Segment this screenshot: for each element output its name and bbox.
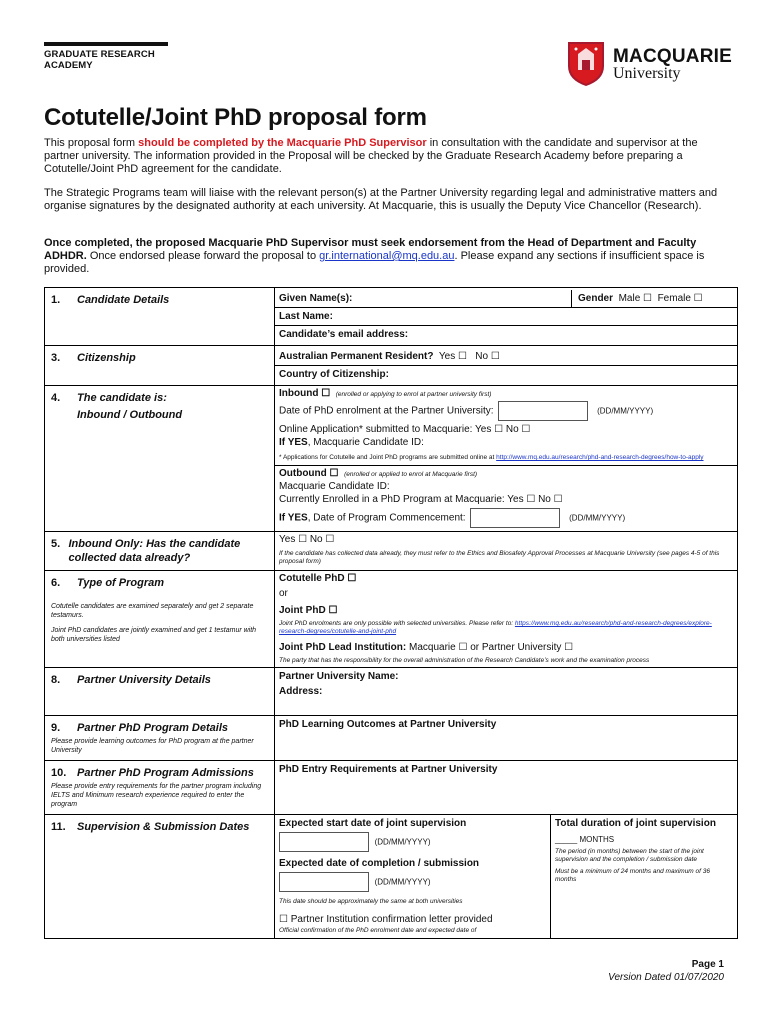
online-application-checkboxes[interactable]: Online Application* submitted to Macquarie: Yes ☐ No ☐ bbox=[279, 424, 531, 435]
section-candidate-details: 1. Candidate Details Given Name(s): Gender Male ☐ Female ☐ Last Name: Candidate’s email address: bbox=[45, 288, 738, 346]
outbound-block: Outbound ☐ (enrolled or applied to enrol at Macquarie first) Macquarie Candidate ID: Currently Enrolled in a PhD Program at Macquarie: Yes ☐ No ☐ If YES, Date of Program Commencement: (DD/MM/YYYY) bbox=[279, 466, 733, 531]
partner-address-field[interactable]: Address: bbox=[279, 686, 323, 697]
academy-name bbox=[44, 49, 155, 71]
inbound-block: Inbound ☐ (enrolled or applying to enrol at partner university first) Date of PhD enrolment at the Partner University: (DD/MM/YYYY) Online Application* submitted to Macquarie: Yes ☐ No ☐ If YES, Macquarie Candidate ID: * Applications for Cotutelle and Joint PhD programs are submitted online at http://www.mq.edu.au/research/phd-and-research-degrees/how-to-apply bbox=[275, 386, 737, 466]
joint-phd-checkbox[interactable]: Joint PhD ☐ bbox=[279, 605, 338, 616]
intro-paragraph-3: Once completed, the proposed Macquarie PhD Supervisor must seek endorsement from the Head of Department and Faculty ADHDR. Once endorsed please forward the proposal to gr.international@mq.edu.au. Please expand any sections if insufficient space is provided. bbox=[44, 237, 705, 275]
academy-line-2: ACADEMY bbox=[44, 60, 93, 71]
section-title: Partner PhD Program Details bbox=[77, 722, 228, 734]
intro-paragraph-1: This proposal form should be completed by the Macquarie PhD Supervisor in consultation with the candidate and supervisor at the partner university. The information provided in the Proposal will be checked by the Graduate Research Academy before preparing a Cotutelle/Joint PhD agreement for the candidate. bbox=[44, 137, 698, 175]
male-checkbox[interactable]: Male ☐ bbox=[618, 293, 652, 304]
inbound-candidate-id-field[interactable]: , Macquarie Candidate ID: bbox=[307, 437, 424, 448]
how-to-apply-link[interactable]: http://www.mq.edu.au/research/phd-and-research-degrees/how-to-apply bbox=[496, 454, 704, 461]
section-title: Partner PhD Program Admissions bbox=[77, 767, 254, 779]
version-date: Version Dated 01/07/2020 bbox=[608, 972, 724, 983]
section-title: Citizenship bbox=[77, 352, 136, 364]
crest-icon bbox=[566, 40, 606, 88]
header-rule bbox=[44, 42, 168, 46]
country-field[interactable]: Country of Citizenship: bbox=[279, 369, 389, 380]
section-title: Partner University Details bbox=[77, 674, 211, 686]
start-date-input[interactable] bbox=[279, 832, 369, 852]
logo-wordmark: MACQUARIE bbox=[613, 46, 732, 67]
section-partner-university: 8. Partner University Details Partner University Name: Address: bbox=[45, 668, 738, 716]
academy-line-1: GRADUATE RESEARCH bbox=[44, 49, 155, 60]
partner-name-field[interactable]: Partner University Name: bbox=[279, 671, 399, 682]
enrolled-checkboxes[interactable]: Currently Enrolled in a PhD Program at Macquarie: Yes ☐ No ☐ bbox=[279, 494, 563, 505]
enrolment-date-input[interactable] bbox=[498, 401, 588, 421]
joint-phd-link[interactable]: https://www.mq.edu.au/research/phd-and-research-degrees/explore-research-degrees/cotutelle-and-joint-phd bbox=[279, 620, 712, 635]
proposal-form-table bbox=[44, 287, 738, 939]
section-title: Inbound Only: Has the candidate collected data already? bbox=[68, 538, 241, 564]
last-name-field[interactable]: Last Name: bbox=[275, 308, 737, 326]
outbound-checkbox[interactable]: Outbound ☐ bbox=[279, 468, 339, 479]
page-footer bbox=[608, 958, 724, 984]
entry-requirements-field[interactable]: PhD Entry Requirements at Partner University bbox=[279, 764, 498, 775]
apr-no-checkbox[interactable]: No ☐ bbox=[475, 351, 500, 362]
inbound-checkbox[interactable]: Inbound ☐ bbox=[279, 388, 331, 399]
supervisor-emphasis: should be completed by the Macquarie PhD Supervisor bbox=[138, 137, 427, 149]
lead-institution-checkboxes[interactable]: Macquarie ☐ or Partner University ☐ bbox=[406, 642, 574, 653]
data-collected-checkboxes[interactable]: Yes ☐ No ☐ bbox=[279, 534, 335, 545]
candidate-email-field[interactable]: Candidate’s email address: bbox=[279, 329, 409, 340]
confirmation-letter-checkbox[interactable]: ☐ Partner Institution confirmation letter provided bbox=[279, 914, 493, 925]
section-supervision-dates: 11. Supervision & Submission Dates Expected start date of joint supervision (DD/MM/YYYY) Expected date of completion / submission (DD/MM/YYYY) This date should be approximately the same at both universities ☐ Partner Institution confirmation letter provided Official confirmation of the PhD enrolment date and expected date of Total duration of joint supervision _____ MONTHS The period (in months) between the start of the joint supervision and the completion / submission date Must be a minimum of 24 months and maximum of 36 months bbox=[45, 815, 738, 939]
section-citizenship: 3. Citizenship Australian Permanent Resident? Yes ☐ No ☐ Country of Citizenship: bbox=[45, 346, 738, 386]
apr-yes-checkbox[interactable]: Yes ☐ bbox=[438, 351, 467, 362]
section-type-of-program: 6. Type of Program Cotutelle candidates are examined separately and get 2 separate testamurs. Joint PhD candidates are jointly examined and get 1 testamur with both universities listed Cotutelle PhD ☐ or Joint PhD ☐ Joint PhD enrolments are only possible with selected universities. Please refer to: https://www.mq.edu.au/research/phd-and-research-degrees/explore-research-degrees/cotutelle-and-joint-phd Joint PhD Lead Institution: Macquarie ☐ or Partner University ☐ The party that has the responsibility for the overall administration of the Research Candidate’s work and the examination process bbox=[45, 571, 738, 668]
cotutelle-checkbox[interactable]: Cotutelle PhD ☐ bbox=[279, 573, 357, 584]
section-inbound-outbound: 4. The candidate is: Inbound / Outbound Inbound ☐ (enrolled or applying to enrol at partner university first) Date of PhD enrolment at the Partner University: (DD/MM/YYYY) Online Application* submitted to Macquarie: Yes ☐ No ☐ If YES, Macquarie Candidate ID: * Applications for Cotutelle and Joint PhD programs are submitted online at http://www.mq.edu.au/research/phd-and-research-degrees/how-to-apply Outbound ☐ (enrolled or applied to enrol at Macquarie first) Macquarie Candidate ID: Currently Enrolled in a PhD Program at Macquarie: Yes ☐ No ☐ If YES, Date of Program Commencement: (DD/MM/YYYY) bbox=[45, 386, 738, 532]
months-field[interactable]: _____ MONTHS bbox=[555, 835, 615, 844]
section-title: Candidate Details bbox=[77, 294, 170, 306]
macquarie-logo bbox=[566, 40, 736, 92]
given-name-field[interactable]: Given Name(s): bbox=[279, 293, 353, 304]
commencement-date-input[interactable] bbox=[470, 508, 560, 528]
female-checkbox[interactable]: Female ☐ bbox=[657, 293, 703, 304]
logo-subtitle: University bbox=[613, 65, 681, 82]
section-title: Type of Program bbox=[77, 577, 164, 589]
outbound-candidate-id-field[interactable]: Macquarie Candidate ID: bbox=[279, 481, 390, 492]
section-partner-program-details: 9. Partner PhD Program Details Please provide learning outcomes for PhD program at the partner University PhD Learning Outcomes at Partner University bbox=[45, 716, 738, 761]
email-link[interactable]: gr.international@mq.edu.au bbox=[319, 250, 455, 262]
page-number: Page 1 bbox=[691, 959, 724, 970]
intro-paragraph-2: The Strategic Programs team will liaise with the relevant person(s) at the Partner University regarding legal and administrative matters and organise signatures by the designated authority at each university. At Macquarie, this is usually the Deputy Vice Chancellor (Research). bbox=[44, 187, 718, 212]
section-title: The candidate is: bbox=[77, 392, 167, 404]
section-data-collected: 5. Inbound Only: Has the candidate collected data already? Yes ☐ No ☐ If the candidate has collected data already, they must refer to the Ethics and Biosafety Approval Processes at Macquarie University (see pages 4-5 of this proposal form) bbox=[45, 532, 738, 571]
completion-date-input[interactable] bbox=[279, 872, 369, 892]
learning-outcomes-field[interactable]: PhD Learning Outcomes at Partner University bbox=[279, 719, 497, 730]
page-title: Cotutelle/Joint PhD proposal form bbox=[44, 104, 427, 131]
section-title: Supervision & Submission Dates bbox=[77, 821, 250, 833]
section-partner-admissions: 10. Partner PhD Program Admissions Please provide entry requirements for the partner program including IELTS and Minimum research experience required to enter the program PhD Entry Requirements at Partner University bbox=[45, 761, 738, 815]
